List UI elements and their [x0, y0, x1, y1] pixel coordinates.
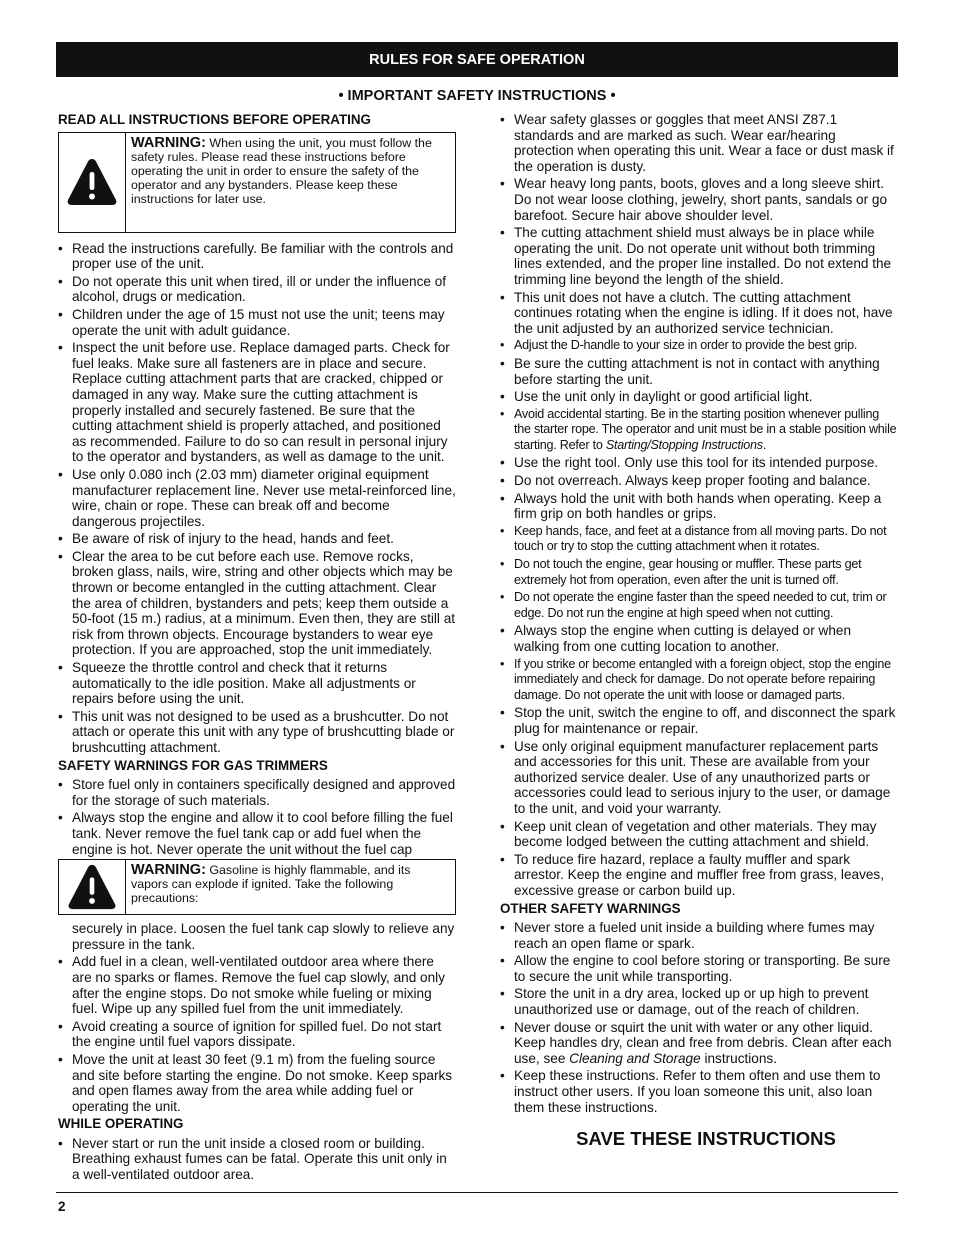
- page-number: 2: [58, 1199, 66, 1214]
- section-banner: RULES FOR SAFE OPERATION: [56, 42, 898, 77]
- heading-gas-trimmers: SAFETY WARNINGS FOR GAS TRIMMERS: [58, 757, 328, 773]
- list-item: • Use the right tool. Only use this tool for its intended purpose.: [500, 455, 898, 471]
- list-item: • Keep these instructions. Refer to them often and use them to instruct other users. If you loan someone this unit, also loan them these instructions.: [500, 1068, 898, 1115]
- list-item: • Never store a fueled unit inside a building where fumes may reach an open flame or spark.: [500, 920, 898, 951]
- list-item: • Inspect the unit before use. Replace damaged parts. Check for fuel leaks. Make sure all fasteners are in place and secure. Replace cutting attachment parts that are cracked, chipped or damaged in any way. Make sure the cutting attachment is properly installed and securely fastened. Be sure that the cutting attachment shield is properly attached, and positioned as recommended. Failure to do so can result in personal injury to the operator and bystanders, as well as damage to the unit.: [58, 340, 456, 465]
- warning-box-gasoline: [58, 859, 456, 915]
- list-item: • The cutting attachment shield must always be in place while operating the unit. Do not operate unit without both trimming lines extended, and the proper line installed. Do not extend the trimming line beyond the length of the shield.: [500, 225, 898, 287]
- list-item: • Store fuel only in containers specifically designed and approved for the storage of such materials.: [58, 777, 456, 808]
- list-item: • Wear heavy long pants, boots, gloves and a long sleeve shirt. Do not wear loose clothing, jewelry, short pants, sandals or go barefoot. Secure hair above shoulder level.: [500, 176, 898, 223]
- list-item: • Clear the area to be cut before each use. Remove rocks, broken glass, nails, wire, string and other objects which may be thrown or become entangled in the cutting attachment. Clear the area of children, bystanders and pets; keep them outside a 50-foot (15 m.) radius, at a minimum. Even then, they are still at risk from thrown objects. Encourage bystanders to wear eye protection. If you are approached, stop the unit immediately.: [58, 549, 456, 658]
- heading-other-warnings: OTHER SAFETY WARNINGS: [500, 900, 681, 916]
- list-item: • Read the instructions carefully. Be familiar with the controls and proper use of the unit.: [58, 241, 456, 272]
- list-item-continuation: securely in place. Loosen the fuel tank cap slowly to relieve any pressure in the tank.: [72, 921, 455, 952]
- list-gas-trimmers-a: [58, 777, 456, 857]
- heading-read-all: READ ALL INSTRUCTIONS BEFORE OPERATING: [58, 112, 371, 127]
- list-item: • To reduce fire hazard, replace a faulty muffler and spark arrestor. Keep the engine and muffler free from grass, leaves, excessive grease or carbon build up.: [500, 852, 898, 899]
- list-item: • Squeeze the throttle control and check that it returns automatically to the idle position. Make all adjustments or repairs before using the unit.: [58, 660, 456, 707]
- save-instructions-heading: SAVE THESE INSTRUCTIONS: [576, 1128, 836, 1150]
- warning-label: WARNING:: [131, 862, 206, 879]
- warning-label: WARNING:: [131, 134, 206, 151]
- list-item: • Use only original equipment manufacturer replacement parts and accessories for this unit. These are available from your authorized service dealer. Use of any unauthorized parts or accessories could lead to serious injury to the user, or damage to the unit, and void your warranty.: [500, 739, 898, 817]
- list-item: • Be aware of risk of injury to the head, hands and feet.: [58, 531, 456, 547]
- warning-body: When using the unit, you must follow the safety rules. Please read these instructions before operating the unit in order to ensure the safety of the operator and any bystanders. Please keep these instructions for later use.: [131, 135, 432, 206]
- starting-text: Avoid accidental starting. Be in the starting position whenever pulling the starter rope. The operator and unit must be in a stable position while starting. Refer to: [514, 406, 897, 452]
- list-item: • Always stop the engine and allow it to cool before filling the fuel tank. Never remove the fuel tank cap or add fuel when the engine is hot. Never operate the unit without the fuel cap: [58, 810, 456, 857]
- list-item: • Move the unit at least 30 feet (9.1 m) from the fueling source and site before starting the engine. Do not smoke. Keep sparks and open flames away from the area while adding fuel or operating the unit.: [58, 1052, 456, 1114]
- list-item: • This unit was not designed to be used as a brushcutter. Do not attach or operate this unit with any type of brushcutting blade or brushcutting attachment.: [58, 709, 456, 756]
- dousing-text: Never douse or squirt the unit with water or any other liquid. Keep handles dry, clean and free from debris. Clean after each use, see: [514, 1019, 892, 1066]
- list-item: • Keep hands, face, and feet at a distance from all moving parts. Do not touch or try to stop the cutting attachment when it rotates.: [500, 524, 898, 555]
- list-item: • Use only 0.080 inch (2.03 mm) diameter original equipment manufacturer replacement line. Never use metal-reinforced line, wire, chain or rope. These can break off and become dangerous projectiles.: [58, 467, 456, 529]
- list-item: • Never start or run the unit inside a closed room or building. Breathing exhaust fumes can be fatal. Operate this unit only in a well-ventilated outdoor area.: [58, 1136, 456, 1183]
- list-item: • Wear safety glasses or goggles that meet ANSI Z87.1 standards and are marked as such. Wear ear/hearing protection when operating this unit. Wear a face or dust mask if the operation is dusty.: [500, 112, 898, 174]
- list-protective: [500, 112, 898, 899]
- list-item: • Add fuel in a clean, well-ventilated outdoor area where there are no sparks or flames. Remove the fuel cap slowly, and only after the engine stops. Do not smoke while fueling or mixing fuel. Wipe up any spilled fuel from the unit immediately.: [58, 954, 456, 1016]
- list-item: • This unit does not have a clutch. The cutting attachment continues rotating when the engine is idling. If it does not, have the unit adjusted by an authorized service technician.: [500, 290, 898, 337]
- warning-triangle-icon: [66, 862, 118, 912]
- list-item: • Store the unit in a dry area, locked up or up high to prevent unauthorized use or damage, out of the reach of children.: [500, 986, 898, 1017]
- list-item: • Be sure the cutting attachment is not in contact with anything before starting the unit.: [500, 356, 898, 387]
- list-item: • Use the unit only in daylight or good artificial light.: [500, 389, 898, 405]
- list-item: • Always hold the unit with both hands when operating. Keep a firm grip on both handles or grips.: [500, 491, 898, 522]
- heading-while-operating: WHILE OPERATING: [58, 1116, 184, 1132]
- list-read-all: [58, 241, 456, 756]
- list-item-starting: [500, 407, 898, 454]
- list-item: • If you strike or become entangled with a foreign object, stop the engine immediately and check for damage. Do not operate before repairing damage. Do not operate the unit with loose or damaged parts.: [500, 657, 898, 704]
- list-item: • Do not overreach. Always keep proper footing and balance.: [500, 473, 898, 489]
- list-item: • Do not touch the engine, gear housing or muffler. These parts get extremely hot from operation, even after the unit is turned off.: [500, 557, 898, 588]
- list-item: • Adjust the D-handle to your size in order to provide the best grip.: [500, 338, 898, 354]
- list-item: • Keep unit clean of vegetation and other materials. They may become lodged between the cutting attachment and shield.: [500, 819, 898, 850]
- list-item: • Do not operate this unit when tired, ill or under the influence of alcohol, drugs or medication.: [58, 274, 456, 305]
- list-gas-trimmers-b: [58, 921, 456, 1114]
- list-item: • Always stop the engine when cutting is delayed or when walking from one cutting location to another.: [500, 623, 898, 654]
- list-item: • Children under the age of 15 must not use the unit; teens may operate the unit with adult guidance.: [58, 307, 456, 338]
- right-column: [500, 112, 898, 1150]
- list-other-warnings: [500, 920, 898, 1115]
- list-item: • Allow the engine to cool before storing or transporting. Be sure to secure the unit while transporting.: [500, 953, 898, 984]
- dousing-reference: Cleaning and Storage: [569, 1050, 701, 1066]
- warning-box-rules: [58, 132, 456, 233]
- warning-body: Gasoline is highly flammable, and its vapors can explode if ignited. Take the following precautions:: [131, 863, 411, 906]
- left-column: [58, 112, 456, 1185]
- list-item: • Avoid creating a source of ignition for spilled fuel. Do not start the engine until fuel vapors dissipate.: [58, 1019, 456, 1050]
- list-item: • Do not operate the engine faster than the speed needed to cut, trim or edge. Do not run the engine at high speed when not cutting.: [500, 590, 898, 621]
- footer-rule: [56, 1192, 898, 1193]
- list-while-operating: [58, 1136, 456, 1183]
- list-item: • Stop the unit, switch the engine to off, and disconnect the spark plug for maintenance or repair.: [500, 705, 898, 736]
- warning-text-gasoline: [126, 860, 455, 914]
- warning-icon-cell: [59, 133, 126, 232]
- dousing-end: instructions.: [700, 1050, 777, 1066]
- starting-end: .: [762, 437, 767, 452]
- warning-text-rules: [126, 133, 455, 232]
- warning-icon-cell: [59, 860, 126, 914]
- warning-triangle-icon: [65, 156, 119, 208]
- important-safety-subtitle: • IMPORTANT SAFETY INSTRUCTIONS •: [338, 88, 616, 104]
- starting-reference: Starting/Stopping Instructions: [605, 437, 763, 452]
- list-item-dousing: [500, 1020, 898, 1067]
